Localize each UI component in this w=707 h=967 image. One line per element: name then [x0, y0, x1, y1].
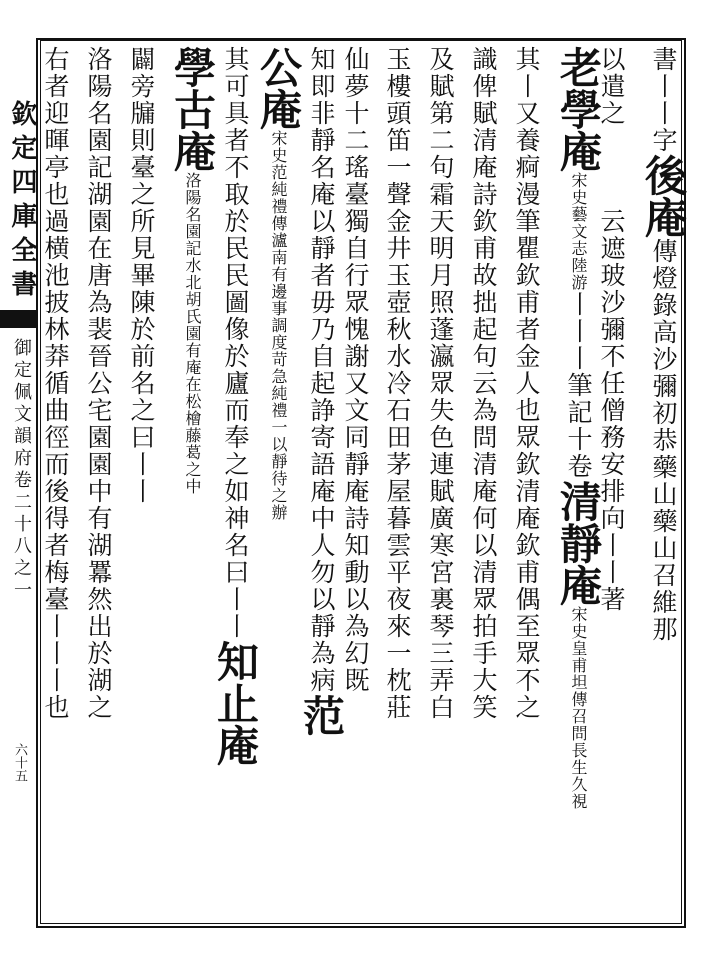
body-text: 識俾賦清庵詩欽甫故拙起句云為問清庵何以清眾拍手大笑 [469, 46, 498, 721]
text-column [168, 46, 217, 495]
body-text: 傳燈錄高沙彌初恭藥山藥山召維那 [649, 238, 678, 643]
body-text: 洛陽名園記湖園在唐為裴晉公宅園園中有湖羃然出於湖之 [84, 46, 113, 721]
entry-heading: 清靜庵 [554, 480, 603, 606]
spine-section [8, 338, 34, 602]
text-column [471, 46, 496, 721]
body-text: 闢旁牖則臺之所見畢陳於前名之曰丨丨 [127, 46, 156, 505]
body-text: 仙夢十二瑤臺獨自行眾愧謝又文同靜庵詩知動以為幻既 [341, 46, 370, 694]
page-number: 六十五 [12, 743, 27, 782]
body-text: 云遮玻沙彌不任僧務安排向丨丨著 [597, 127, 626, 613]
text-column [86, 46, 111, 721]
body-text: 及賦第二句霜天明月照蓬瀛眾失色連賦廣寒宮裏琴三弄白 [426, 46, 455, 721]
text-column [129, 46, 154, 505]
spine-band [0, 310, 36, 328]
section-title: 御定佩文韻府 [11, 338, 32, 470]
text-column [514, 46, 539, 721]
text-column [297, 46, 346, 736]
text-column [43, 46, 68, 721]
text-column [211, 46, 260, 766]
book-spine [0, 38, 36, 928]
entry-heading: 范 [297, 694, 346, 736]
body-text: 右者迎暉亭也過横池披林莽循曲徑而後得者梅臺丨丨丨也 [41, 46, 70, 721]
text-column [428, 46, 453, 721]
annotation-text: 洛陽名園記水北胡氏園有庵在松檜藤葛之中 [183, 172, 202, 495]
entry-heading: 知止庵 [211, 640, 260, 766]
body-text: 以遣之 [597, 46, 626, 127]
text-column [639, 46, 688, 643]
annotation-text: 宋史范純禮傳瀘南有邊事調度苛急純禮一以靜待之辦 [269, 130, 288, 521]
text-column [385, 46, 410, 721]
annotation-text: 宋史藝文志陸游 [569, 172, 588, 291]
entry-heading: 老學庵 [554, 46, 603, 172]
body-text: 丨丨丨筆記十卷 [564, 291, 593, 480]
body-text: 玉樓頭笛一聲金井玉壺秋水冷石田茅屋暮雲平夜來一枕莊 [383, 46, 412, 721]
annotation-text: 宋史皇甫坦傳召問長生久視 [569, 606, 588, 810]
body-text: 知即非靜名庵以靜者毋乃自起諍寄語庵中人勿以靜為病 [307, 46, 336, 694]
entry-heading: 後庵 [639, 154, 688, 238]
body-text: 其丨又養痾漫筆瞿欽甫者金人也眾欽清庵欽甫偶至眾不之 [512, 46, 541, 721]
text-column [343, 46, 368, 694]
volume-number: 卷二十八之一 [11, 470, 32, 602]
book-title: 欽定四庫全書 [7, 100, 37, 304]
text-column [554, 46, 603, 810]
text-column [254, 46, 303, 521]
body-text: 書丨丨字 [649, 46, 678, 154]
entry-heading: 公庵 [254, 46, 303, 130]
entry-heading: 學古庵 [168, 46, 217, 172]
body-text: 其可具者不取於民民圖像於廬而奉之如神名曰丨丨 [221, 46, 250, 640]
